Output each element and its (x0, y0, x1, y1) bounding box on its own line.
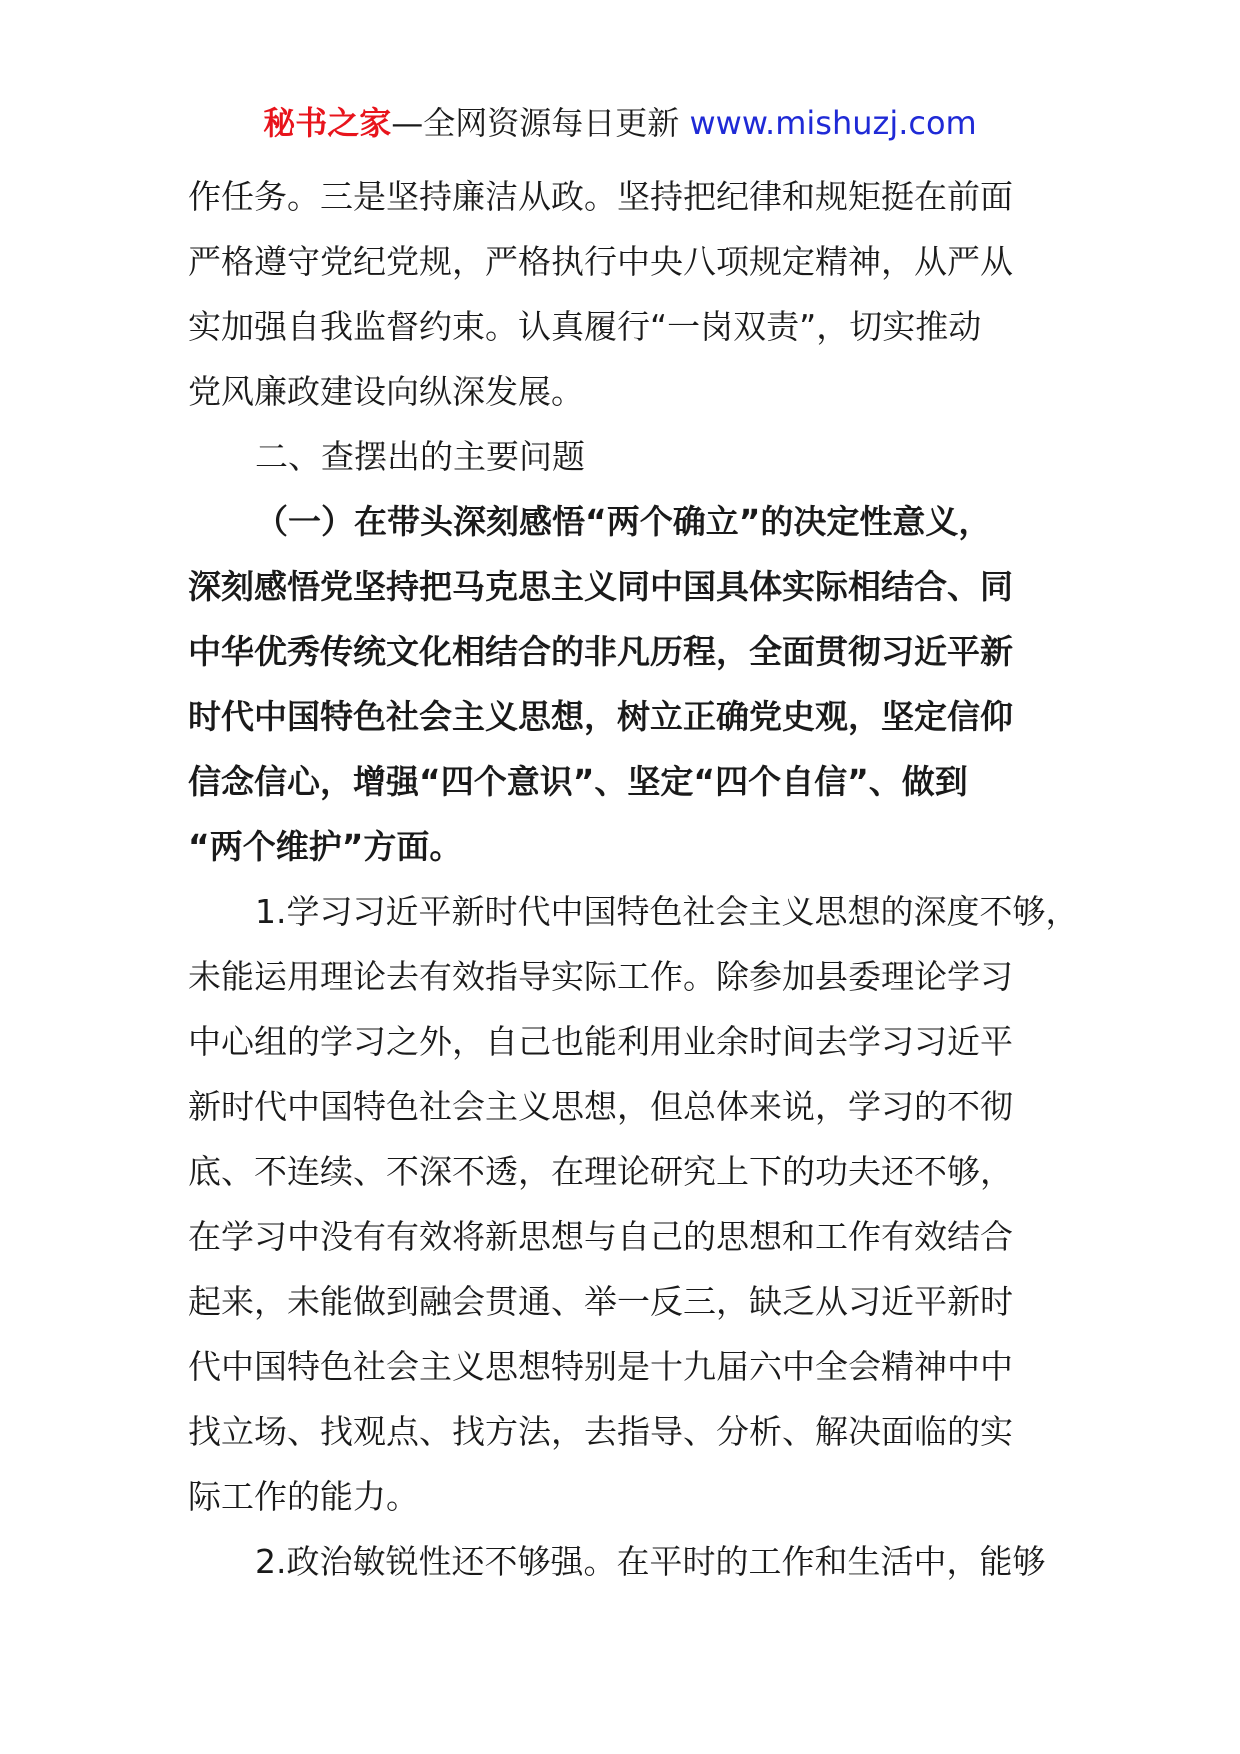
text-line: 未能运用理论去有效指导实际工作。除参加县委理论学习 (188, 957, 1013, 996)
text-line: 党风廉政建设向纵深发展。 (188, 372, 584, 411)
subsection-heading-line: 时代中国特色社会主义思想，树立正确党史观，坚定信仰 (188, 697, 1013, 736)
text-line: 在学习中没有有效将新思想与自己的思想和工作有效结合 (188, 1217, 1013, 1256)
text-line: 中心组的学习之外，自己也能利用业余时间去学习习近平 (188, 1022, 1013, 1061)
site-brand: 秘书之家 (263, 104, 392, 142)
text-line: 起来，未能做到融会贯通、举一反三，缺乏从习近平新时 (188, 1282, 1013, 1321)
text-line: 作任务。三是坚持廉洁从政。坚持把纪律和规矩挺在前面 (188, 177, 1013, 216)
site-header (0, 100, 1240, 146)
text-line: 底、不连续、不深不透，在理论研究上下的功夫还不够， (188, 1152, 1013, 1191)
subsection-heading-line: 信念信心，增强“四个意识”、坚定“四个自信”、做到 (188, 762, 968, 801)
text-line: 新时代中国特色社会主义思想，但总体来说，学习的不彻 (188, 1087, 1013, 1126)
paragraph-start: 1.学习习近平新时代中国特色社会主义思想的深度不够， (255, 892, 1079, 931)
text-line: 找立场、找观点、找方法，去指导、分析、解决面临的实 (188, 1412, 1013, 1451)
subsection-heading-line: 中华优秀传统文化相结合的非凡历程，全面贯彻习近平新 (188, 632, 1013, 671)
subsection-heading-line: “两个维护”方面。 (188, 827, 463, 866)
site-tagline: —全网资源每日更新 (391, 104, 690, 142)
text-line: 实加强自我监督约束。认真履行“一岗双责”，切实推动 (188, 307, 982, 346)
text-line: 严格遵守党纪党规，严格执行中央八项规定精神，从严从 (188, 242, 1013, 281)
subsection-heading-line: 深刻感悟党坚持把马克思主义同中国具体实际相结合、同 (188, 567, 1013, 606)
subsection-heading: （一）在带头深刻感悟“两个确立”的决定性意义， (255, 502, 992, 541)
text-line: 际工作的能力。 (188, 1477, 419, 1516)
paragraph-start: 2.政治敏锐性还不够强。在平时的工作和生活中，能够 (255, 1542, 1046, 1581)
section-heading: 二、查摆出的主要问题 (255, 437, 585, 476)
site-url-link[interactable]: www.mishuzj.com (689, 104, 977, 142)
document-body (188, 164, 1079, 1594)
text-line: 代中国特色社会主义思想特别是十九届六中全会精神中中 (188, 1347, 1013, 1386)
